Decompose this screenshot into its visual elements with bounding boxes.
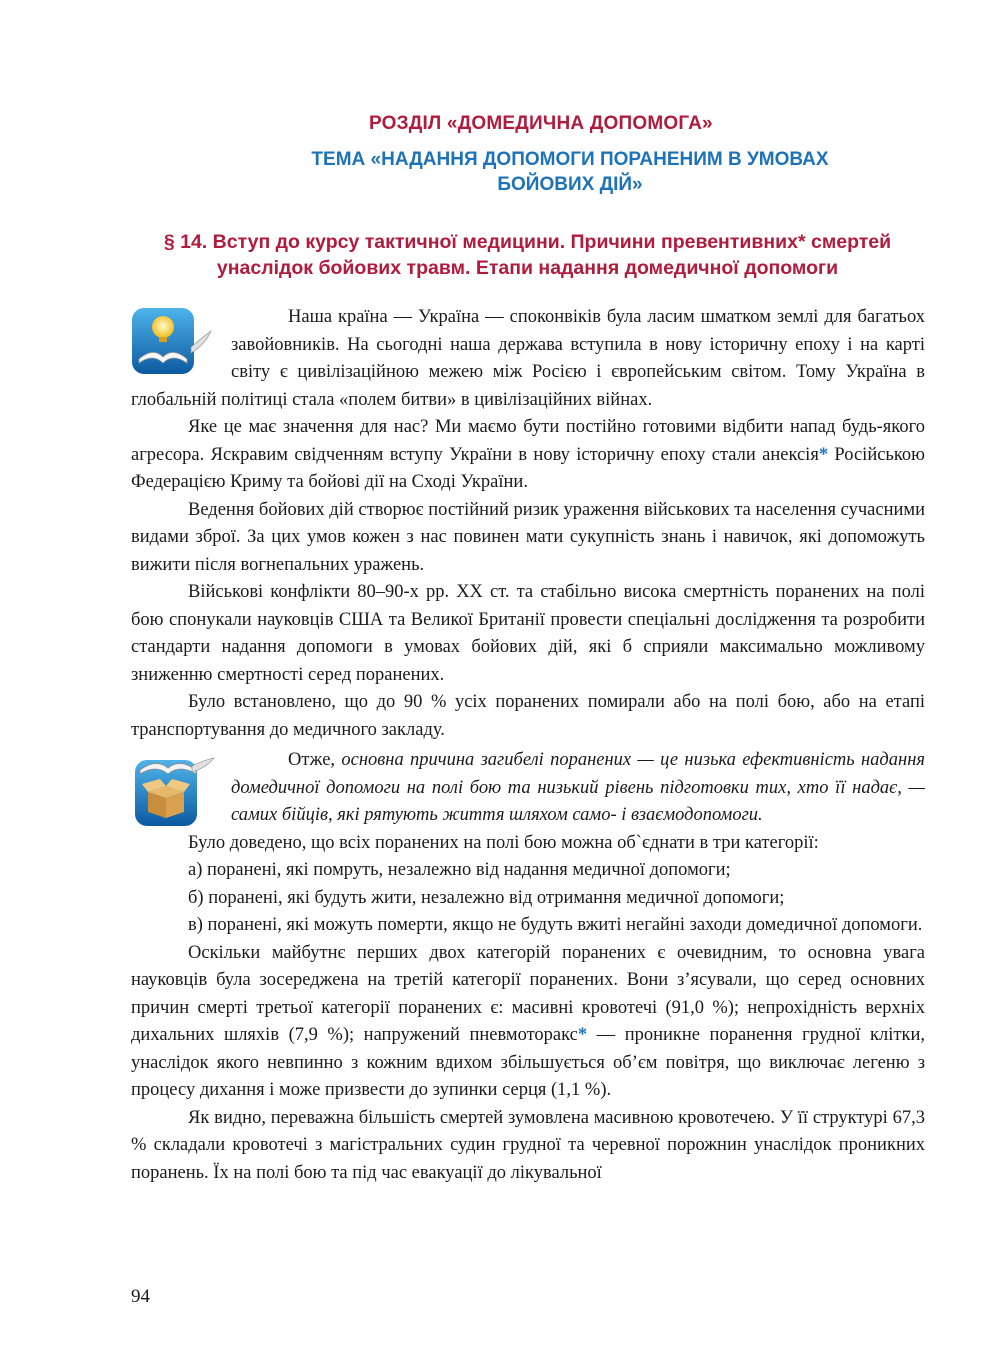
- page-number: 94: [131, 1286, 150, 1307]
- paragraph-1: Наша країна — Україна — споконвіків була ласим шматком землі для багатьох завойовників. На сьогодні наша держава вступила в нову історичну епоху і на карті світу є цивілізаційною межею між Росією і європейським світом. Тому Україна в глобальній політиці стала «полем битви» в цивілізаційних війнах.: [131, 307, 925, 410]
- body-text-block-2: [131, 747, 925, 1187]
- paragraph-4: Військові конфлікти 80–90-х рр. XX ст. та стабільно висока смертність поранених на полі бою спонукали науковців США та Великої Британії провести спеціальні дослідження та розробити стандарти надання допомоги в умовах бойових дій, які б сприяли максимально можливому зниженню смертності серед поранених.: [131, 582, 925, 685]
- body-text-block-1: [131, 304, 925, 744]
- paragraph-2-text-b: Російською Федерацією Криму та бойові дії на Сході України.: [131, 444, 925, 492]
- paragraph-heading-line2: унаслідок бойових травм. Етапи надання домедичної допомоги: [216, 257, 839, 279]
- paragraph-6-lead: Отже,: [288, 750, 342, 770]
- topic-heading-line1: ТЕМА «НАДАННЯ ДОПОМОГИ ПОРАНЕНИМ В УМОВАХ: [311, 149, 829, 170]
- paragraph-2: [131, 414, 925, 497]
- paragraph-6-italic: основна причина загибелі поранених — це низька ефективність надання домедичної допомоги на полі бою та низький рівень підготовки тих, хто її надає, — самих бійців, які рятують життя шляхом само- і взаємодопомоги.: [231, 750, 925, 825]
- paragraph-8: [131, 940, 925, 1105]
- topic-heading-line2: БОЙОВИХ ДІЙ»: [497, 174, 643, 195]
- paragraph-2-text-a: Яке це має значення для нас? Ми маємо бути постійно готовими відбити напад будь-якого агресора. Яскравим свідченням вступу України в нову історичну епоху стали анексія: [131, 417, 925, 465]
- footnote-star: *: [818, 444, 829, 465]
- topic-heading: [270, 147, 870, 197]
- paragraph-5: Було встановлено, що до 90 % усіх поранених помирали або на полі бою, або на етапі транспортування до медичного закладу.: [131, 692, 925, 740]
- paragraph-heading-line1: § 14. Вступ до курсу тактичної медицини. Причини превентивних* смертей: [163, 231, 892, 253]
- list-item-a: а) поранені, які помруть, незалежно від надання медичної допомоги;: [188, 860, 731, 880]
- paragraph-8-text-a: Оскільки майбутнє перших двох категорій поранених є очевидним, то основна увага науковців була зосереджена на третій категорії поранених. Вони з’ясували, що серед основних причин смерті третьої категорії поранених є: масивні кровотечі (91,0 %); непрохідність верхніх дихальних шляхів (7,9 %); напружений пневмоторакс: [131, 942, 925, 1045]
- section-heading: РОЗДІЛ «ДОМЕДИЧНА ДОПОМОГА»: [369, 113, 713, 134]
- paragraph-8-text-b: — проникне поранення грудної клітки, унаслідок якого невпинно з кожним вдихом збільшується об’єм повітря, що виключає легеню з процесу дихання і може призвести до зупинки серця (1,1 %).: [131, 1025, 925, 1100]
- paragraph-3: Ведення бойових дій створює постійний ризик ураження військових та населення сучасними видами зброї. За цих умов кожен з нас повинен мати сукупність знань і навичок, які допоможуть вижити після вогнепальних уражень.: [131, 499, 925, 575]
- footnote-star: *: [577, 1025, 588, 1045]
- list-item-c: в) поранені, які можуть померти, якщо не будуть вжиті негайні заходи домедичної допомоги.: [188, 915, 923, 935]
- paragraph-9: Як видно, переважна більшість смертей зумовлена масивною кровотечею. У її структурі 67,3 % складали кровотечі з магістральних судин грудної та черевної порожнин унаслідок проникних поранень. Їх на полі бою та під час евакуації до лікувальної: [131, 1107, 925, 1183]
- list-item-b: б) поранені, які будуть жити, незалежно від отримання медичної допомоги;: [188, 887, 785, 908]
- paragraph-6: [131, 747, 925, 830]
- paragraph-heading: [130, 229, 925, 281]
- paragraph-7: Було доведено, що всіх поранених на полі бою можна об`єднати в три категорії:: [188, 832, 819, 853]
